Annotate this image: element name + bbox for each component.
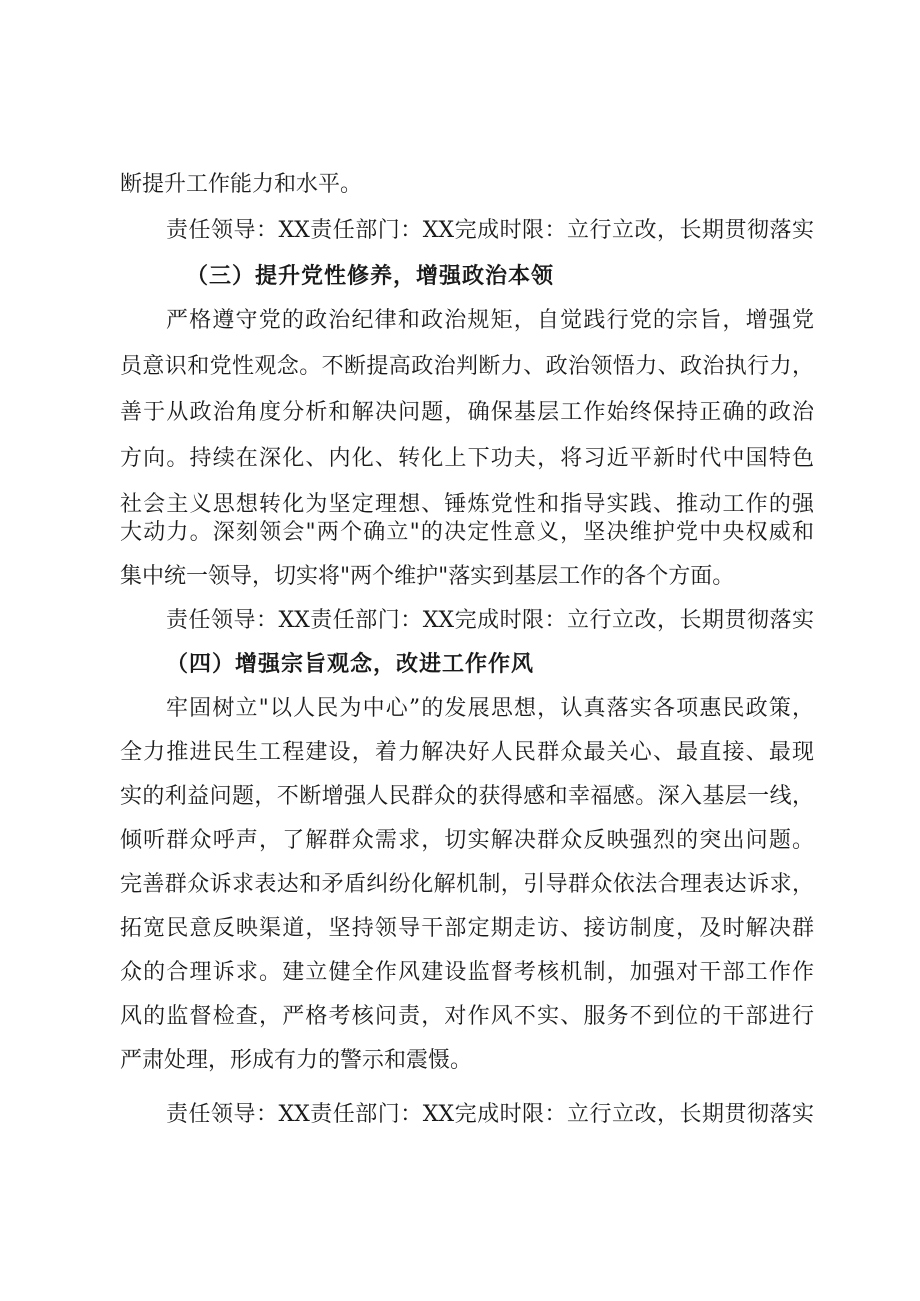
section-4-paragraph-line: 严肃处理，形成有力的警示和震慑。 xyxy=(120,1048,473,1073)
section-4-paragraph-line: 拓宽民意反映渠道，坚持领导干部定期走访、接访制度，及时解决群 xyxy=(120,916,814,941)
section-3-heading: （三）提升党性修养，增强政治本领 xyxy=(186,264,555,289)
section-3-paragraph-line: 集中统一领导，切实将"两个维护"落实到基层工作的各个方面。 xyxy=(120,564,735,589)
section-3-paragraph-line: 善于从政治角度分析和解决问题，确保基层工作始终保持正确的政治 xyxy=(120,400,814,425)
responsibility-line-1: 责任领导：XX责任部门：XX完成时限：立行立改，长期贯彻落实 xyxy=(166,218,814,243)
section-4-paragraph-line: 众的合理诉求。建立健全作风建设监督考核机制，加强对干部工作作 xyxy=(120,960,814,985)
section-4-heading: （四）增强宗旨观念，改进工作作风 xyxy=(166,652,535,677)
section-4-paragraph-line: 完善群众诉求表达和矛盾纠纷化解机制，引导群众依法合理表达诉求， xyxy=(120,872,814,897)
section-3-paragraph-line: 员意识和党性观念。不断提高政治判断力、政治领悟力、政治执行力， xyxy=(120,354,814,379)
section-3-paragraph-line: 严格遵守党的政治纪律和政治规矩，自觉践行党的宗旨，增强党 xyxy=(166,308,814,333)
section-3-paragraph-line: 社会主义思想转化为坚定理想、锤炼党性和指导实践、推动工作的强 xyxy=(120,492,814,517)
section-4-paragraph-line: 全力推进民生工程建设，着力解决好人民群众最关心、最直接、最现 xyxy=(120,740,814,765)
section-4-paragraph-line: 牢固树立"以人民为中心”的发展思想，认真落实各项惠民政策， xyxy=(166,696,814,721)
section-4-paragraph-line: 倾听群众呼声，了解群众需求，切实解决群众反映强烈的突出问题。 xyxy=(120,828,814,853)
section-4-paragraph-line: 实的利益问题，不断增强人民群众的获得感和幸福感。深入基层一线， xyxy=(120,784,814,809)
section-3-paragraph-line: 大动力。深刻领会"两个确立"的决定性意义，坚决维护党中央权威和 xyxy=(120,520,814,545)
section-4-paragraph-line: 风的监督检查，严格考核问责，对作风不实、服务不到位的干部进行 xyxy=(120,1004,814,1029)
section-3-paragraph-line: 方向。持续在深化、内化、转化上下功夫，将习近平新时代中国特色 xyxy=(120,446,814,471)
responsibility-line-3: 责任领导：XX责任部门：XX完成时限：立行立改，长期贯彻落实 xyxy=(166,608,814,633)
intro-line: 断提升工作能力和水平。 xyxy=(120,172,363,197)
responsibility-line-4: 责任领导：XX责任部门：XX完成时限：立行立改，长期贯彻落实 xyxy=(166,1102,814,1127)
